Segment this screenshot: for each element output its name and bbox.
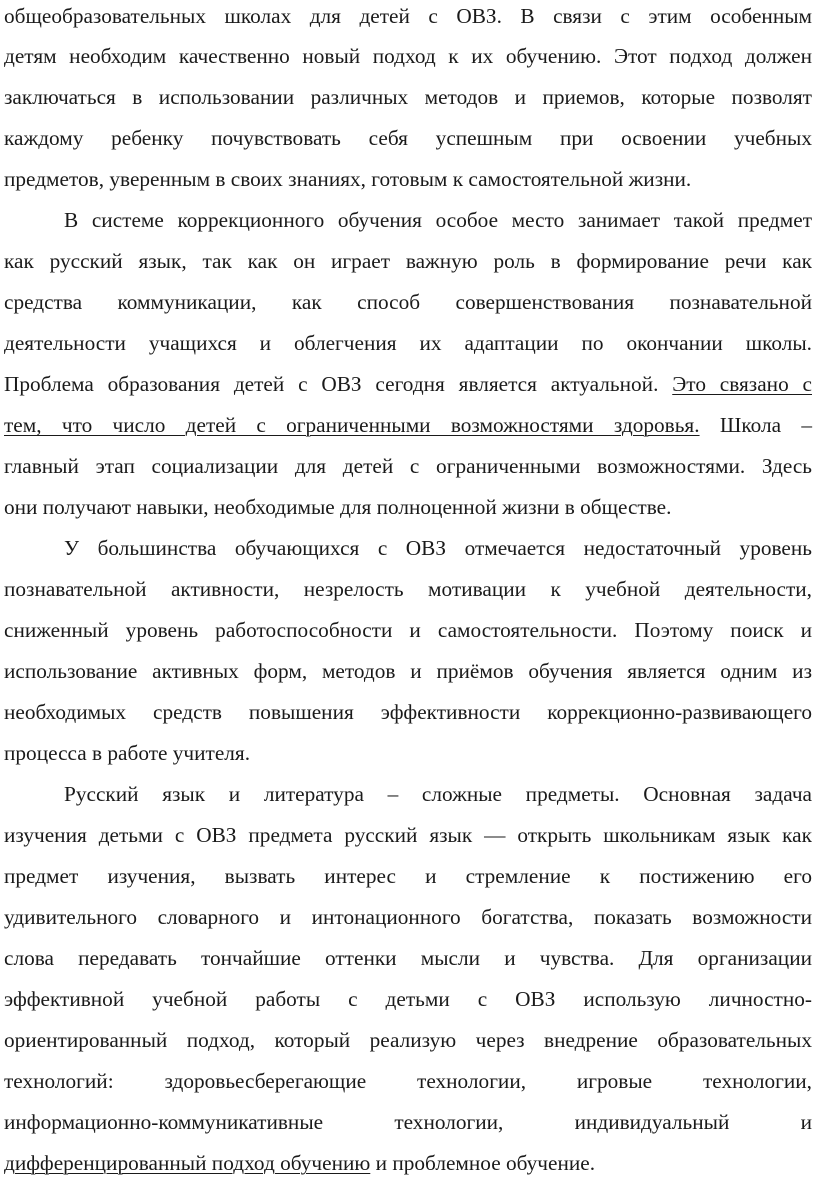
text-line: информационно-коммуникативные технологии, индивидуальный и <box>4 1110 812 1134</box>
text-line: каждому ребенку почувствовать себя успешным при освоении учебных <box>4 126 812 150</box>
text-line: Русский язык и литература – сложные предметы. Основная задача <box>64 782 812 806</box>
text-line: они получают навыки, необходимые для полноценной жизни в обществе. <box>4 495 672 519</box>
underlined-text: дифференцированный подход обучению <box>4 1151 371 1175</box>
text-line: слова передавать тончайшие оттенки мысли и чувства. Для организации <box>4 946 812 970</box>
text-line: В системе коррекционного обучения особое место занимает такой предмет <box>64 208 812 232</box>
text-line: дифференцированный подход обучению и проблемное обучение. <box>4 1151 596 1175</box>
text-line: главный этап социализации для детей с ограниченными возможностями. Здесь <box>4 454 812 478</box>
text-line: использование активных форм, методов и приёмов обучения является одним из <box>4 659 812 683</box>
text-line: ориентированный подход, который реализую через внедрение образовательных <box>4 1028 812 1052</box>
text-line: познавательной активности, незрелость мотивации к учебной деятельности, <box>4 577 812 601</box>
text-line: детям необходим качественно новый подход к их обучению. Этот подход должен <box>4 44 812 68</box>
text-line: У большинства обучающихся с ОВЗ отмечается недостаточный уровень <box>64 536 812 560</box>
underlined-text: Это связано с <box>672 372 812 396</box>
text-line: тем, что число детей с ограниченными возможностями здоровья. Школа – <box>4 413 812 437</box>
text-line: общеобразовательных школах для детей с ОВЗ. В связи с этим особенным <box>4 4 812 28</box>
text-line: деятельности учащихся и облегчения их адаптации по окончании школы. <box>4 331 812 355</box>
text-line: предметов, уверенным в своих знаниях, готовым к самостоятельной жизни. <box>4 167 692 191</box>
text-line: заключаться в использовании различных методов и приемов, которые позволят <box>4 85 812 109</box>
text-line: средства коммуникации, как способ совершенствования познавательной <box>4 290 812 314</box>
text-line: Проблема образования детей с ОВЗ сегодня является актуальной. Это связано с <box>4 372 812 396</box>
text-line: изучения детьми с ОВЗ предмета русский язык — открыть школьникам язык как <box>4 823 812 847</box>
text-line: удивительного словарного и интонационного богатства, показать возможности <box>4 905 812 929</box>
text-line: предмет изучения, вызвать интерес и стремление к постижению его <box>4 864 812 888</box>
text-line: сниженный уровень работоспособности и самостоятельности. Поэтому поиск и <box>4 618 812 642</box>
text-line: необходимых средств повышения эффективности коррекционно-развивающего <box>4 700 812 724</box>
text-line: процесса в работе учителя. <box>4 741 251 765</box>
underlined-text: тем, что число детей с ограниченными возможностями здоровья. <box>4 413 700 437</box>
text-line: эффективной учебной работы с детьми с ОВЗ использую личностно- <box>4 987 812 1011</box>
text-line: как русский язык, так как он играет важную роль в формирование речи как <box>4 249 812 273</box>
text-line: технологий: здоровьесберегающие технологии, игровые технологии, <box>4 1069 812 1093</box>
